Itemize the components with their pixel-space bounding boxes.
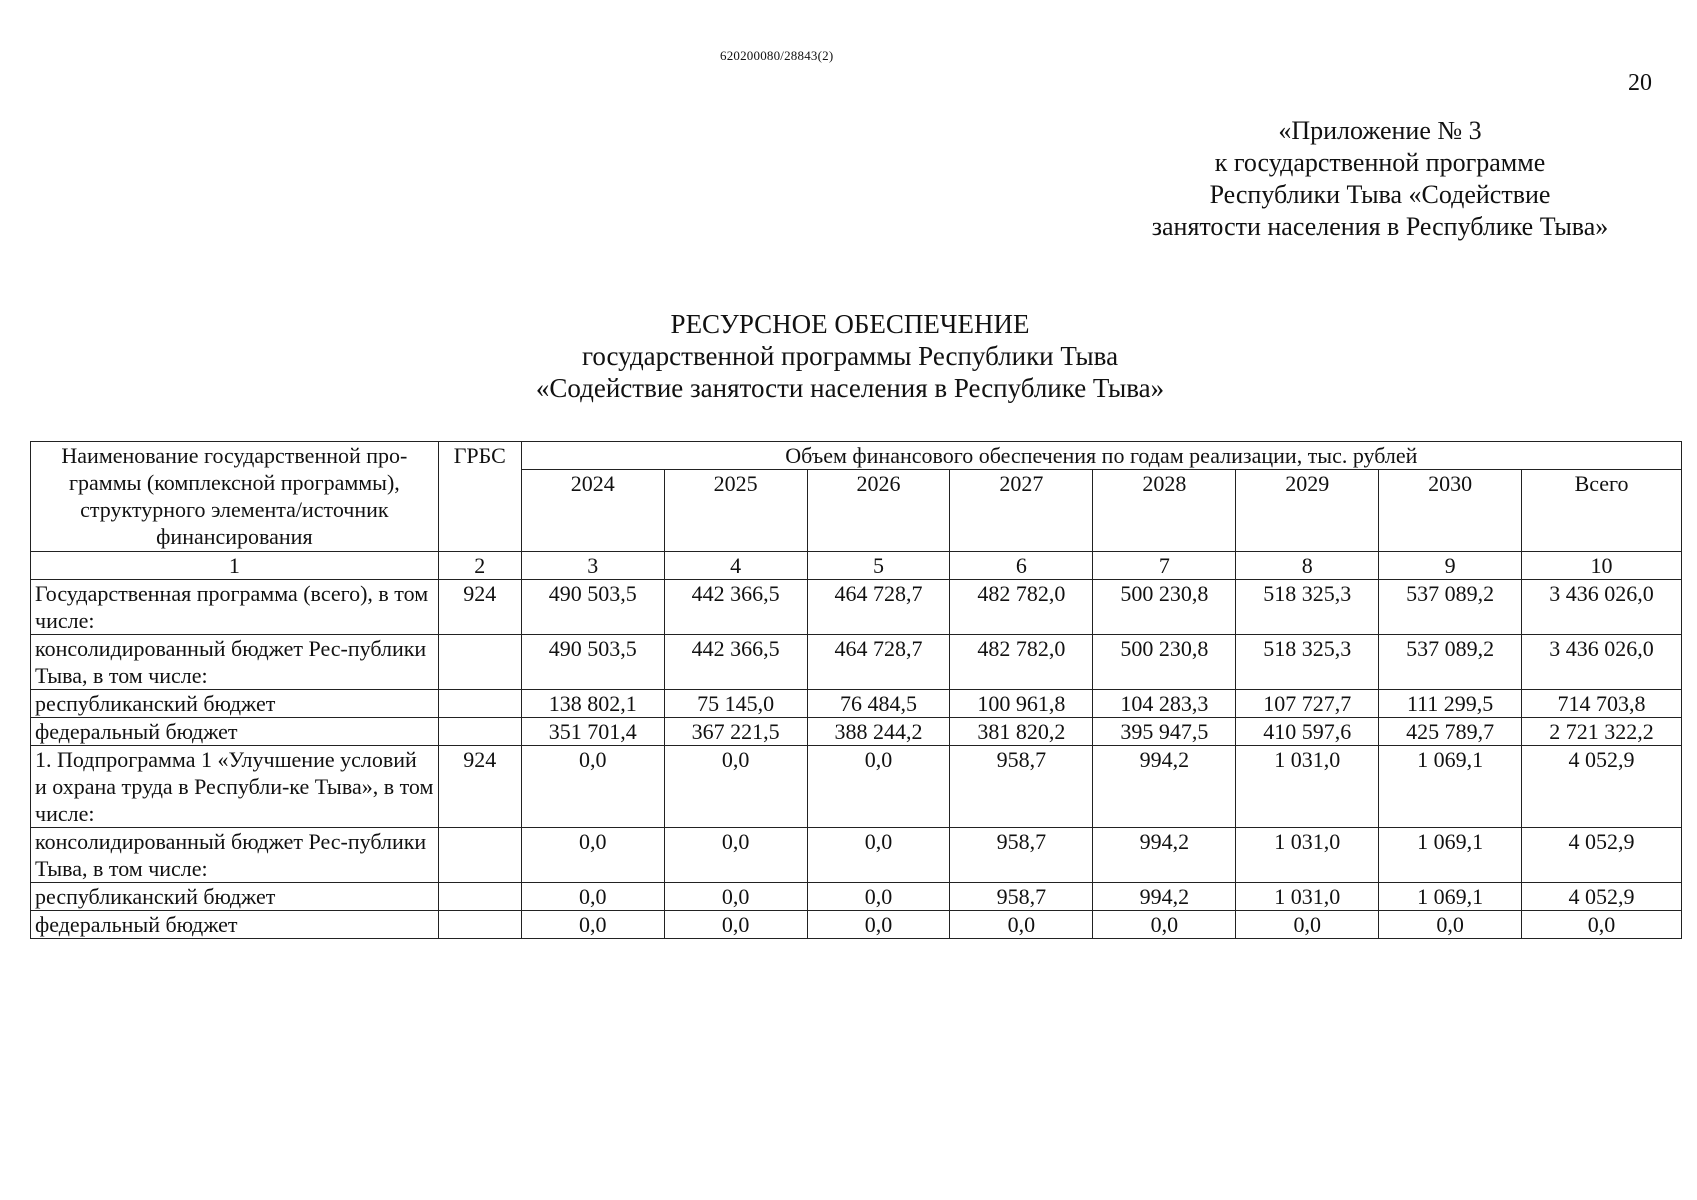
row-value: 1 069,1 [1379, 828, 1522, 883]
row-value: 395 947,5 [1093, 718, 1236, 746]
row-value: 388 244,2 [807, 718, 950, 746]
row-value: 0,0 [1093, 911, 1236, 939]
appendix-line: занятости населения в Республике Тыва» [1151, 212, 1609, 241]
row-total: 2 721 322,2 [1522, 718, 1682, 746]
row-value: 518 325,3 [1236, 635, 1379, 690]
row-grbs [438, 883, 521, 911]
appendix-line: Республики Тыва «Содействие [1209, 180, 1551, 209]
row-value: 367 221,5 [664, 718, 807, 746]
row-grbs: 924 [438, 580, 521, 635]
row-value: 1 069,1 [1379, 746, 1522, 828]
row-value: 958,7 [950, 883, 1093, 911]
table-row [31, 718, 1682, 746]
appendix-line: «Приложение № 3 [1278, 116, 1482, 145]
row-value: 490 503,5 [521, 635, 664, 690]
row-value: 0,0 [521, 883, 664, 911]
row-value: 518 325,3 [1236, 580, 1379, 635]
appendix-line: к государственной программе [1214, 148, 1546, 177]
title-line: РЕСУРСНОЕ ОБЕСПЕЧЕНИЕ [670, 309, 1030, 339]
row-total: 3 436 026,0 [1522, 580, 1682, 635]
row-value: 500 230,8 [1093, 580, 1236, 635]
row-value: 537 089,2 [1379, 635, 1522, 690]
row-grbs [438, 635, 521, 690]
table-row [31, 911, 1682, 939]
document-title [300, 308, 1400, 404]
row-value: 0,0 [807, 911, 950, 939]
row-value: 410 597,6 [1236, 718, 1379, 746]
row-value: 0,0 [807, 746, 950, 828]
header-year: 2026 [807, 470, 950, 552]
row-value: 0,0 [1379, 911, 1522, 939]
row-value: 958,7 [950, 746, 1093, 828]
table-row [31, 883, 1682, 911]
row-value: 482 782,0 [950, 635, 1093, 690]
header-year: 2027 [950, 470, 1093, 552]
row-value: 425 789,7 [1379, 718, 1522, 746]
row-value: 0,0 [664, 828, 807, 883]
row-name: 1. Подпрограмма 1 «Улучшение условий и охрана труда в Республи-ке Тыва», в том числе: [31, 746, 439, 828]
header-year: 2030 [1379, 470, 1522, 552]
row-value: 994,2 [1093, 828, 1236, 883]
row-value: 381 820,2 [950, 718, 1093, 746]
table-column-numbers-row [31, 552, 1682, 580]
header-total: Всего [1522, 470, 1682, 552]
row-value: 1 031,0 [1236, 828, 1379, 883]
appendix-header [1100, 115, 1660, 243]
column-number: 9 [1379, 552, 1522, 580]
row-value: 994,2 [1093, 746, 1236, 828]
row-value: 0,0 [521, 828, 664, 883]
row-value: 442 366,5 [664, 580, 807, 635]
row-value: 464 728,7 [807, 635, 950, 690]
row-value: 0,0 [950, 911, 1093, 939]
row-value: 464 728,7 [807, 580, 950, 635]
table-row [31, 580, 1682, 635]
row-total: 4 052,9 [1522, 828, 1682, 883]
row-value: 994,2 [1093, 883, 1236, 911]
row-value: 138 802,1 [521, 690, 664, 718]
header-year: 2025 [664, 470, 807, 552]
row-value: 537 089,2 [1379, 580, 1522, 635]
row-value: 1 069,1 [1379, 883, 1522, 911]
row-value: 0,0 [1236, 911, 1379, 939]
table-row [31, 746, 1682, 828]
row-value: 107 727,7 [1236, 690, 1379, 718]
row-grbs [438, 911, 521, 939]
header-year: 2028 [1093, 470, 1236, 552]
column-number: 1 [31, 552, 439, 580]
row-value: 76 484,5 [807, 690, 950, 718]
column-number: 5 [807, 552, 950, 580]
column-number: 2 [438, 552, 521, 580]
row-grbs [438, 828, 521, 883]
table-row [31, 690, 1682, 718]
row-name: республиканский бюджет [31, 883, 439, 911]
row-total: 4 052,9 [1522, 883, 1682, 911]
column-number: 7 [1093, 552, 1236, 580]
column-number: 10 [1522, 552, 1682, 580]
row-name: федеральный бюджет [31, 911, 439, 939]
row-grbs: 924 [438, 746, 521, 828]
row-grbs [438, 718, 521, 746]
row-value: 958,7 [950, 828, 1093, 883]
row-value: 482 782,0 [950, 580, 1093, 635]
column-number: 4 [664, 552, 807, 580]
title-line: «Содействие занятости населения в Республике Тыва» [535, 373, 1165, 403]
header-year: 2024 [521, 470, 664, 552]
header-year: 2029 [1236, 470, 1379, 552]
resource-table [30, 441, 1682, 939]
row-value: 100 961,8 [950, 690, 1093, 718]
row-value: 351 701,4 [521, 718, 664, 746]
row-name: консолидированный бюджет Рес-публики Тыва, в том числе: [31, 828, 439, 883]
row-grbs [438, 690, 521, 718]
row-name: федеральный бюджет [31, 718, 439, 746]
table-header-row [31, 442, 1682, 470]
row-total: 3 436 026,0 [1522, 635, 1682, 690]
row-name: республиканский бюджет [31, 690, 439, 718]
column-number: 6 [950, 552, 1093, 580]
header-volume: Объем финансового обеспечения по годам реализации, тыс. рублей [521, 442, 1681, 470]
header-grbs: ГРБС [438, 442, 521, 552]
row-value: 0,0 [807, 828, 950, 883]
row-value: 111 299,5 [1379, 690, 1522, 718]
row-total: 4 052,9 [1522, 746, 1682, 828]
table-row [31, 635, 1682, 690]
row-total: 714 703,8 [1522, 690, 1682, 718]
row-value: 490 503,5 [521, 580, 664, 635]
row-name: консолидированный бюджет Рес-публики Тыва, в том числе: [31, 635, 439, 690]
row-value: 0,0 [807, 883, 950, 911]
row-value: 0,0 [664, 911, 807, 939]
column-number: 8 [1236, 552, 1379, 580]
title-line: государственной программы Республики Тыва [581, 341, 1119, 371]
row-value: 0,0 [521, 746, 664, 828]
row-value: 1 031,0 [1236, 883, 1379, 911]
row-value: 0,0 [664, 746, 807, 828]
row-value: 1 031,0 [1236, 746, 1379, 828]
column-number: 3 [521, 552, 664, 580]
row-value: 0,0 [664, 883, 807, 911]
row-value: 442 366,5 [664, 635, 807, 690]
row-name: Государственная программа (всего), в том числе: [31, 580, 439, 635]
row-value: 75 145,0 [664, 690, 807, 718]
page-number: 20 [1628, 70, 1652, 96]
header-name: Наименование государственной про-граммы (комплексной программы), структурного элемента/источник финансирования [31, 442, 439, 552]
row-value: 500 230,8 [1093, 635, 1236, 690]
document-code: 620200080/28843(2) [720, 48, 834, 63]
row-value: 104 283,3 [1093, 690, 1236, 718]
row-value: 0,0 [521, 911, 664, 939]
row-total: 0,0 [1522, 911, 1682, 939]
table-row [31, 828, 1682, 883]
